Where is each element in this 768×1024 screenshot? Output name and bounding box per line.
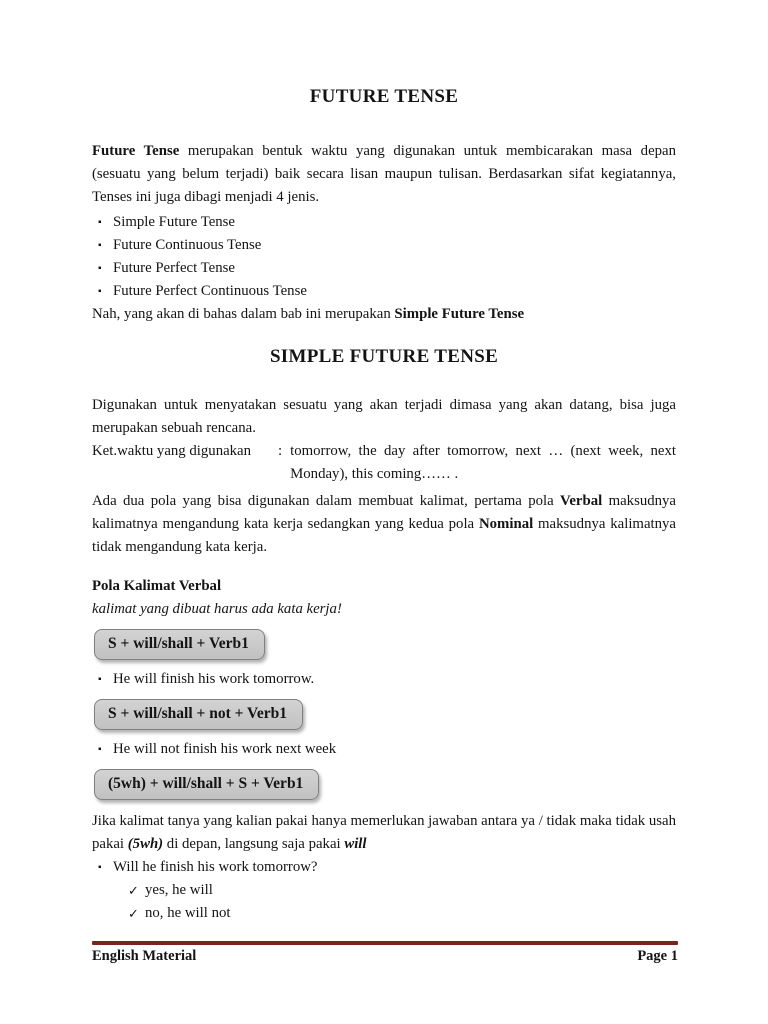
question-note-text-2: di depan, langsung saja pakai xyxy=(163,836,345,852)
document-title: FUTURE TENSE xyxy=(309,86,459,107)
formula-negative-box: S + will/shall + not + Verb1 xyxy=(94,699,303,730)
tense-type-item xyxy=(98,280,676,303)
answer-item xyxy=(128,879,676,902)
usage-paragraph: Digunakan untuk menyatakan sesuatu yang akan terjadi dimasa yang akan datang, bisa juga merupakan sebuah rencana. xyxy=(92,397,676,436)
patterns-text-3: maksudnya kalimatnya tidak mengandung kata kerja. xyxy=(92,516,676,555)
answer-item xyxy=(128,902,676,925)
example-positive-text: He will finish his work tomorrow. xyxy=(113,671,315,687)
answer-text: yes, he will xyxy=(145,882,213,898)
chapter-note-text: Nah, yang akan di bahas dalam bab ini merupakan xyxy=(92,306,395,322)
footer-left-label: English Material xyxy=(92,948,197,964)
square-bullet-icon: ▪ xyxy=(98,674,102,685)
time-markers-colon: : xyxy=(278,443,283,459)
check-icon: ✓ xyxy=(128,883,139,898)
square-bullet-icon: ▪ xyxy=(98,217,102,228)
question-note-text-1: Jika kalimat tanya yang kalian pakai hanya memerlukan jawaban antara ya / tidak maka tidak usah pakai xyxy=(92,813,676,852)
square-bullet-icon: ▪ xyxy=(98,263,102,274)
tense-type-label: Future Perfect Tense xyxy=(113,260,235,276)
square-bullet-icon: ▪ xyxy=(98,286,102,297)
tense-type-list xyxy=(92,211,676,303)
tense-type-item xyxy=(98,211,676,234)
example-question-text: Will he finish his work tomorrow? xyxy=(113,859,318,875)
answer-text: no, he will not xyxy=(145,905,231,921)
verbal-pattern-note: kalimat yang dibuat harus ada kata kerja! xyxy=(92,601,342,617)
time-markers-row xyxy=(92,440,676,486)
time-markers-value: tomorrow, the day after tomorrow, next … (next week, next Monday), this coming…… . xyxy=(290,443,676,482)
tense-type-item xyxy=(98,257,676,280)
formula-question-box: (5wh) + will/shall + S + Verb1 xyxy=(94,769,319,800)
intro-text: merupakan bentuk waktu yang digunakan untuk membicarakan masa depan (sesuatu yang belum terjadi) baik secara lisan maupun tulisan. Berdasarkan sifat kegiatannya, Tenses ini juga dibagi menjadi 4 jenis. xyxy=(92,143,677,205)
chapter-note xyxy=(92,303,676,326)
answer-list xyxy=(128,879,676,925)
tense-type-item xyxy=(98,234,676,257)
footer-divider xyxy=(92,941,678,945)
page-footer xyxy=(92,941,678,965)
question-note-paragraph xyxy=(92,810,676,856)
check-icon: ✓ xyxy=(128,906,139,921)
square-bullet-icon: ▪ xyxy=(98,862,102,873)
intro-paragraph xyxy=(92,140,676,209)
intro-bold-lead: Future Tense xyxy=(92,143,180,159)
question-note-bold-5wh: (5wh) xyxy=(127,836,164,852)
example-positive xyxy=(98,668,676,691)
tense-type-label: Future Continuous Tense xyxy=(113,237,262,253)
document-content xyxy=(0,86,768,925)
verbal-pattern-heading: Pola Kalimat Verbal xyxy=(92,578,222,594)
question-note-bold-will: will xyxy=(344,836,367,852)
tense-type-label: Future Perfect Continuous Tense xyxy=(113,283,307,299)
example-negative xyxy=(98,738,676,761)
time-markers-label: Ket.waktu yang digunakan xyxy=(92,443,252,459)
section-title: SIMPLE FUTURE TENSE xyxy=(269,346,499,367)
patterns-bold-nominal: Nominal xyxy=(478,516,534,532)
footer-page-number: Page 1 xyxy=(637,948,678,964)
square-bullet-icon: ▪ xyxy=(98,744,102,755)
patterns-bold-verbal: Verbal xyxy=(560,493,603,509)
chapter-note-bold: Simple Future Tense xyxy=(394,306,525,322)
example-question xyxy=(98,856,676,879)
example-negative-text: He will not finish his work next week xyxy=(113,741,337,757)
patterns-paragraph xyxy=(92,490,676,559)
tense-type-label: Simple Future Tense xyxy=(113,214,235,230)
patterns-text-1: Ada dua pola yang bisa digunakan dalam membuat kalimat, pertama pola xyxy=(92,493,561,509)
formula-positive-box: S + will/shall + Verb1 xyxy=(94,629,265,660)
patterns-text-2: maksudnya kalimatnya mengandung kata kerja sedangkan yang kedua pola xyxy=(92,493,676,532)
square-bullet-icon: ▪ xyxy=(98,240,102,251)
